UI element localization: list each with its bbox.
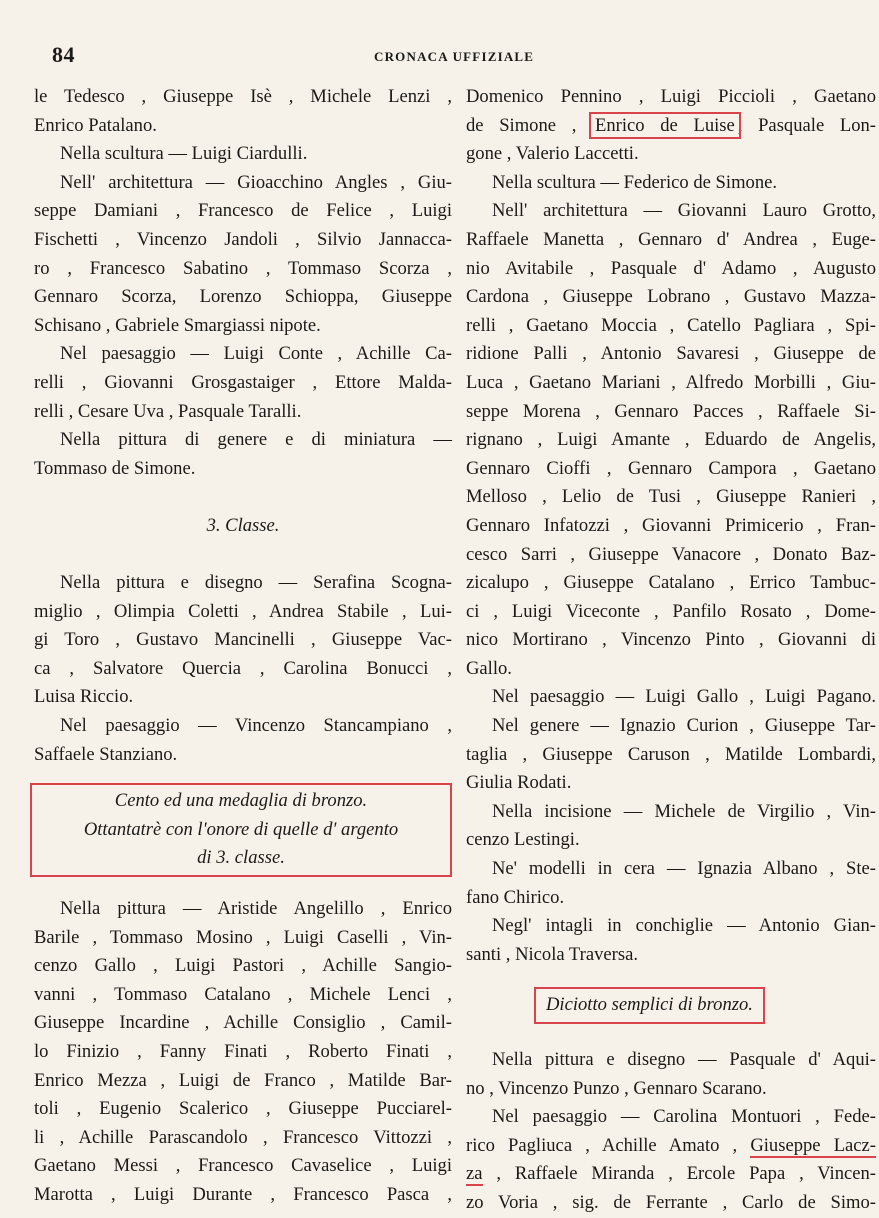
text-line: Nel paesaggio — Luigi Gallo , Luigi Pagano. bbox=[492, 686, 876, 708]
boxed-heading-line: di 3. classe. bbox=[197, 847, 285, 869]
text-line: Nella pittura e disegno — Serafina Scogna- bbox=[60, 572, 452, 594]
text-line: nio Avitabile , Pasquale d' Adamo , Augusto bbox=[466, 257, 876, 279]
text-line: Nel paesaggio — Carolina Montuori , Fede- bbox=[492, 1106, 876, 1128]
text-line: Schisano , Gabriele Smargiassi nipote. bbox=[34, 314, 321, 336]
text-line: lo Finizio , Fanny Finati , Roberto Finati , bbox=[34, 1041, 452, 1062]
text-line: nico Mortirano , Vincenzo Pinto , Giovanni di bbox=[466, 629, 876, 651]
text-line: Saffaele Stanziano. bbox=[34, 743, 178, 765]
text-line: Nel paesaggio — Luigi Conte , Achille Ca- bbox=[60, 343, 452, 365]
text-line: miglio , Olimpia Coletti , Andrea Stabile , Lui- bbox=[34, 600, 452, 622]
highlighted-heading-box bbox=[30, 783, 452, 877]
section-heading: 3. Classe. bbox=[206, 514, 280, 536]
text-line bbox=[466, 1132, 876, 1161]
text-line: Nell' architettura — Gioacchino Angles , Giu- bbox=[60, 171, 452, 193]
text-line: Luisa Riccio. bbox=[34, 686, 134, 708]
text-line: seppe Morena , Gennaro Pacces , Raffaele Si- bbox=[466, 400, 876, 422]
text-line: Nella pittura — Aristide Angelillo , Enrico bbox=[60, 898, 452, 920]
text-line: Gennaro Cioffi , Gennaro Campora , Gaetano bbox=[466, 457, 876, 479]
text-line: Negl' intagli in conchiglie — Antonio Gian- bbox=[492, 915, 876, 937]
highlighted-heading-box bbox=[534, 987, 765, 1024]
text-line: relli , Cesare Uva , Pasquale Taralli. bbox=[34, 400, 302, 422]
text-line: seppe Damiani , Francesco de Felice , Luigi bbox=[34, 200, 452, 222]
text-line: Cardona , Giuseppe Lobrano , Gustavo Mazza- bbox=[466, 286, 876, 308]
text-line: Nella scultura — Federico de Simone. bbox=[492, 171, 778, 193]
text-line: Gennaro Scorza, Lorenzo Schioppa, Giuseppe bbox=[34, 286, 452, 308]
text-line: gi Toro , Gustavo Mancinelli , Giuseppe Vac- bbox=[34, 629, 452, 651]
text-line: no , Vincenzo Punzo , Gennaro Scarano. bbox=[466, 1077, 767, 1099]
text-line: Nella scultura — Luigi Ciardulli. bbox=[60, 143, 308, 165]
text-line: Raffaele Manetta , Gennaro d' Andrea , Euge- bbox=[466, 228, 876, 250]
text-fragment: , Pasquale Lon- bbox=[737, 114, 877, 136]
text-line: Nel genere — Ignazio Curion , Giuseppe Tar- bbox=[492, 715, 876, 737]
text-line: toli , Eugenio Scalerico , Giuseppe Pucciarel- bbox=[34, 1098, 452, 1120]
text-line: Fischetti , Vincenzo Jandoli , Silvio Jannacca- bbox=[34, 228, 452, 250]
text-line: ridione Palli , Antonio Savaresi , Giuseppe de bbox=[466, 343, 876, 365]
text-line: Giulia Rodati. bbox=[466, 772, 572, 794]
text-line bbox=[466, 112, 876, 141]
text-line: Nell' architettura — Giovanni Lauro Grotto, bbox=[492, 200, 876, 222]
text-line: zo Voria , sig. de Ferrante , Carlo de Simo- bbox=[466, 1191, 876, 1213]
underlined-name-continuation: za bbox=[466, 1163, 483, 1185]
text-line: Nella pittura di genere e di miniatura — bbox=[60, 429, 452, 451]
text-line: ca , Salvatore Quercia , Carolina Bonucci , bbox=[34, 657, 452, 679]
text-line: Giuseppe Incardine , Achille Consiglio , Camil- bbox=[34, 1012, 452, 1034]
boxed-heading-line: Diciotto semplici di bronzo. bbox=[546, 994, 753, 1016]
page-number: 84 bbox=[52, 42, 75, 67]
text-line: Gaetano Messi , Francesco Cavaselice , Luigi bbox=[34, 1155, 452, 1177]
underlined-name-giuseppe-laczza: Giuseppe Lacz- bbox=[750, 1134, 876, 1156]
text-line: cenzo Gallo , Luigi Pastori , Achille Sangio- bbox=[34, 955, 452, 977]
text-line: Luca , Gaetano Mariani , Alfredo Morbilli , Giu- bbox=[466, 371, 876, 393]
text-line: Ne' modelli in cera — Ignazia Albano , Ste- bbox=[492, 858, 876, 880]
text-line: Tommaso de Simone. bbox=[34, 457, 196, 479]
text-line: cesco Sarri , Giuseppe Vanacore , Donato Baz- bbox=[466, 543, 876, 565]
text-line: ro , Francesco Sabatino , Tommaso Scorza , bbox=[34, 257, 452, 279]
text-line: Nella pittura e disegno — Pasquale d' Aqui- bbox=[492, 1049, 876, 1070]
text-fragment: de Simone , bbox=[466, 114, 593, 136]
text-line: le Tedesco , Giuseppe Isè , Michele Lenzi , bbox=[34, 86, 452, 107]
left-column bbox=[34, 83, 452, 1210]
text-line: gone , Valerio Laccetti. bbox=[466, 143, 639, 165]
right-column bbox=[466, 83, 876, 1218]
text-line: relli , Giovanni Grosgastaiger , Ettore Malda- bbox=[34, 371, 452, 393]
text-line: Gennaro Infatozzi , Giovanni Primicerio , Fran- bbox=[466, 514, 876, 536]
text-line bbox=[466, 1160, 876, 1189]
boxed-heading-line: Cento ed una medaglia di bronzo. bbox=[114, 790, 368, 812]
running-title: CRONACA UFFIZIALE bbox=[374, 49, 535, 64]
text-line: vanni , Tommaso Catalano , Michele Lenci , bbox=[34, 983, 452, 1005]
text-line: rignano , Luigi Amante , Eduardo de Angelis, bbox=[466, 429, 876, 451]
text-line: Gallo. bbox=[466, 657, 512, 679]
text-line: Melloso , Lelio de Tusi , Giuseppe Ranieri , bbox=[466, 486, 876, 508]
highlighted-name-enrico-de-luise: Enrico de Luise bbox=[592, 115, 738, 136]
text-fragment: , Raffaele Miranda , Ercole Papa , Vincen- bbox=[482, 1163, 876, 1185]
text-line: Domenico Pennino , Luigi Piccioli , Gaetano bbox=[466, 86, 876, 107]
text-line: relli , Gaetano Moccia , Catello Pagliara , Spi- bbox=[466, 314, 876, 336]
text-line: ci , Luigi Viceconte , Panfilo Rosato , Dome- bbox=[466, 600, 876, 622]
text-line: zicalupo , Giuseppe Catalano , Errico Tambuc- bbox=[466, 572, 876, 594]
text-line: Marotta , Luigi Durante , Francesco Pasca , bbox=[34, 1183, 452, 1205]
text-line: Enrico Mezza , Luigi de Franco , Matilde Bar- bbox=[34, 1069, 452, 1091]
text-line: cenzo Lestingi. bbox=[466, 829, 580, 851]
text-line: Barile , Tommaso Mosino , Luigi Caselli , Vin- bbox=[34, 926, 452, 948]
boxed-heading-line: Ottantatrè con l'onore di quelle d' argento bbox=[83, 818, 399, 840]
text-line: taglia , Giuseppe Caruson , Matilde Lombardi, bbox=[466, 743, 876, 765]
text-line: li , Achille Parascandolo , Francesco Vittozzi , bbox=[34, 1126, 452, 1148]
text-line: Enrico Patalano. bbox=[34, 114, 157, 136]
text-line: fano Chirico. bbox=[466, 886, 565, 908]
text-line: Nella incisione — Michele de Virgilio , Vin- bbox=[492, 800, 876, 822]
text-line: santi , Nicola Traversa. bbox=[466, 943, 638, 965]
text-fragment: rico Pagliuca , Achille Amato , bbox=[466, 1134, 751, 1156]
text-line: Nel paesaggio — Vincenzo Stancampiano , bbox=[60, 715, 452, 737]
